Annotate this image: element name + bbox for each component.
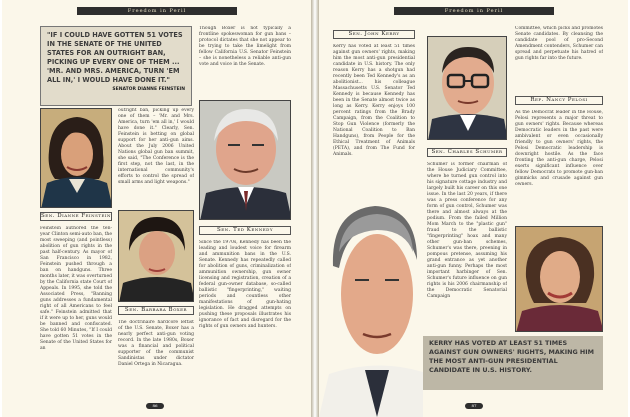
kerry-banner: KERRY HAS VOTED AT LEAST 51 TIMES AGAINST GUN OWNERS' RIGHTS, MAKING HIM THE MOST ANTI-GUN PRESIDENTIAL CANDIDATE IN U.S. HISTORY. <box>423 336 603 390</box>
pull-quote <box>40 26 192 106</box>
text-col2-mid: As the Democrat leader in the House, Pelosi represents a major threat to gun owners' rights. Because whereas Democratic leaders in the past were ambivalent or even occasionally friendly to gun owners' rights, the Pelosi Democratic leadership is downright hostile. As the face fronting the anti-gun charge, Pelosi exerts significant influence over fellow Democrats to promote gun-ban gimmicks and crusade against gun owners. <box>515 110 603 187</box>
portrait-pelosi-illustration <box>516 227 603 332</box>
left-page <box>2 0 311 417</box>
running-header: Freedom in Peril <box>77 7 237 15</box>
text-col0-bottom: Feinstein authored the ten-year Clinton semi-auto ban, the most sweeping (and pointless) abolition of gun rights in the past half-century. As mayor of San Francisco in 1982, Feinstein pushed through a ban on handguns. Three months later, it was overturned by the California state Court of Appeals. In 1995, she told the Associated Press, "Banning guns addresses a fundamental right of all Americans to feel safe." Feinstein admitted that if it were up to her, guns would be banned and confiscated. She told 60 Minutes, "If I could have gotten 51 votes in the Senate of the United States for an <box>40 226 112 351</box>
caption-kennedy: Sen. Ted Kennedy <box>199 226 291 235</box>
text-col2-top: Though Boxer is not typically a frontline spokeswoman for gun bans – protocol dictates that she not appear to be trying to take the limelight from fellow California U.S. Senator Feinstein – she is nonetheless a reliable anti-gun vote and voice in the Senate. <box>199 26 291 67</box>
portrait-schumer-illustration <box>428 37 507 140</box>
text-col1-mid: outright ban, picking up every one of them – 'Mr. and Mrs. America, turn 'em all in,' I would have done it." Clearly, Sen. Feinstein is betting on global support for her anti-gun aims. About the July 2006 United Nations global gun ban summit, she said, "The Conference is the first step, not the last, in the international community's efforts to control the spread of small arms and light weapons." <box>118 108 194 185</box>
pull-quote-text: "IF I COULD HAVE GOTTEN 51 VOTES IN THE SENATE OF THE UNITED STATES FOR AN OUTRIGHT BAN, PICKING UP EVERY ONE OF THEM ... 'MR. AND MRS. AMERICA, TURN 'EM ALL IN,' I WOULD HAVE DONE IT." <box>47 31 183 84</box>
portrait-feinstein-illustration <box>41 109 112 208</box>
text-col1-bottom: The doctrinaire hardcore leftist of the U.S. Senate, Boxer has a nearly perfect anti-gun voting record. In the late 1980s, Boxer was a financial and political supporter of the communist Sandinistas under dictator Daniel Ortega in Nicaragua. <box>118 320 194 367</box>
text-col0-top: Kerry has voted at least 51 times against gun owners' rights, making him the most anti-gun presidential candidate in U.S. history. The only reason Kerry has a shotgun had recently been Ted Kennedy's as an abolitionist... his colleague Massachusetts U.S. Senator Ted Kennedy is because Kennedy has been in the Senate almost twice as long as Kerry. Kerry enjoys 100 percent ratings from the Brady Campaign, from the Coalition to Stop Gun Violence (formerly the National Coalition to Ban Handguns), from People for the Ethical Treatment of Animals (PETA), and from The Fund for Animals. <box>333 44 415 157</box>
text-col1-mid: Schumer is former chairman of the House Judiciary Committee, where he turned gun control into his signature cottage industry and largely built his career on this one issue. In the last 20 years, if there was a press conference for any form of gun control, Schumer was there and almost always at the podium. From the failed Million Mom March to the "plastic gun" fraud to the ballistic "fingerprinting" hoax and many other gun-ban schemes, Schumer's was there, preening in pompous pretense, assuming his grand entrance as yet another anti-gun funny. Perhaps the most important harbinger of Sen. Schumer's future influence on gun rights is his 2006 chairmanship of the Democratic Senatorial Campaign <box>427 162 507 299</box>
caption-feinstein: Sen. Dianne Feinstein <box>41 213 111 219</box>
boxer-portrait <box>118 210 194 302</box>
portrait-kerry-illustration <box>319 196 423 417</box>
caption-boxer: Sen. Barbara Boxer <box>118 306 194 315</box>
portrait-boxer-illustration <box>119 211 194 302</box>
caption-kerry: Sen. John Kerry <box>333 30 415 39</box>
portrait-kennedy-illustration <box>200 101 291 220</box>
right-page <box>319 0 628 417</box>
caption-schumer: Sen. Charles Schumer <box>427 148 507 157</box>
running-header: Freedom in Peril <box>394 7 554 15</box>
kerry-portrait <box>319 196 423 417</box>
book-spine <box>311 0 319 417</box>
schumer-portrait <box>427 36 507 140</box>
pull-quote-attribution: SENATOR DIANNE FEINSTEIN <box>112 87 185 92</box>
kennedy-portrait <box>199 100 291 220</box>
page-number: 87 <box>465 403 483 409</box>
text-col2-top: Committee, which picks and promotes Senate candidates. By cleansing the candidate pool of pro-Second Amendment contenders, Schumer can spread and perpetuate his hatred of gun rights far into the future. <box>515 26 603 61</box>
page-number: 86 <box>146 403 164 409</box>
text-col2-bottom: Since the 1970s, Kennedy has been the leading and loudest voice for firearm and ammunition bans in the U.S. Senate. Kennedy has repeatedly called for abolition of guns, criminalization of ammunition ownership, gun owner licensing and registration, creation of a federal gun-owner database, so-called ballistic "fingerprinting," waiting periods and countless other manifestations of gun-hating legislation. He dragged attempts on pushing these proposals illustrates his ignorance of fact and disregard for the rights of gun owners and hunters. <box>199 240 291 329</box>
caption-pelosi: Rep. Nancy Pelosi <box>515 96 603 105</box>
pelosi-portrait <box>515 226 603 332</box>
feinstein-portrait <box>40 108 112 208</box>
